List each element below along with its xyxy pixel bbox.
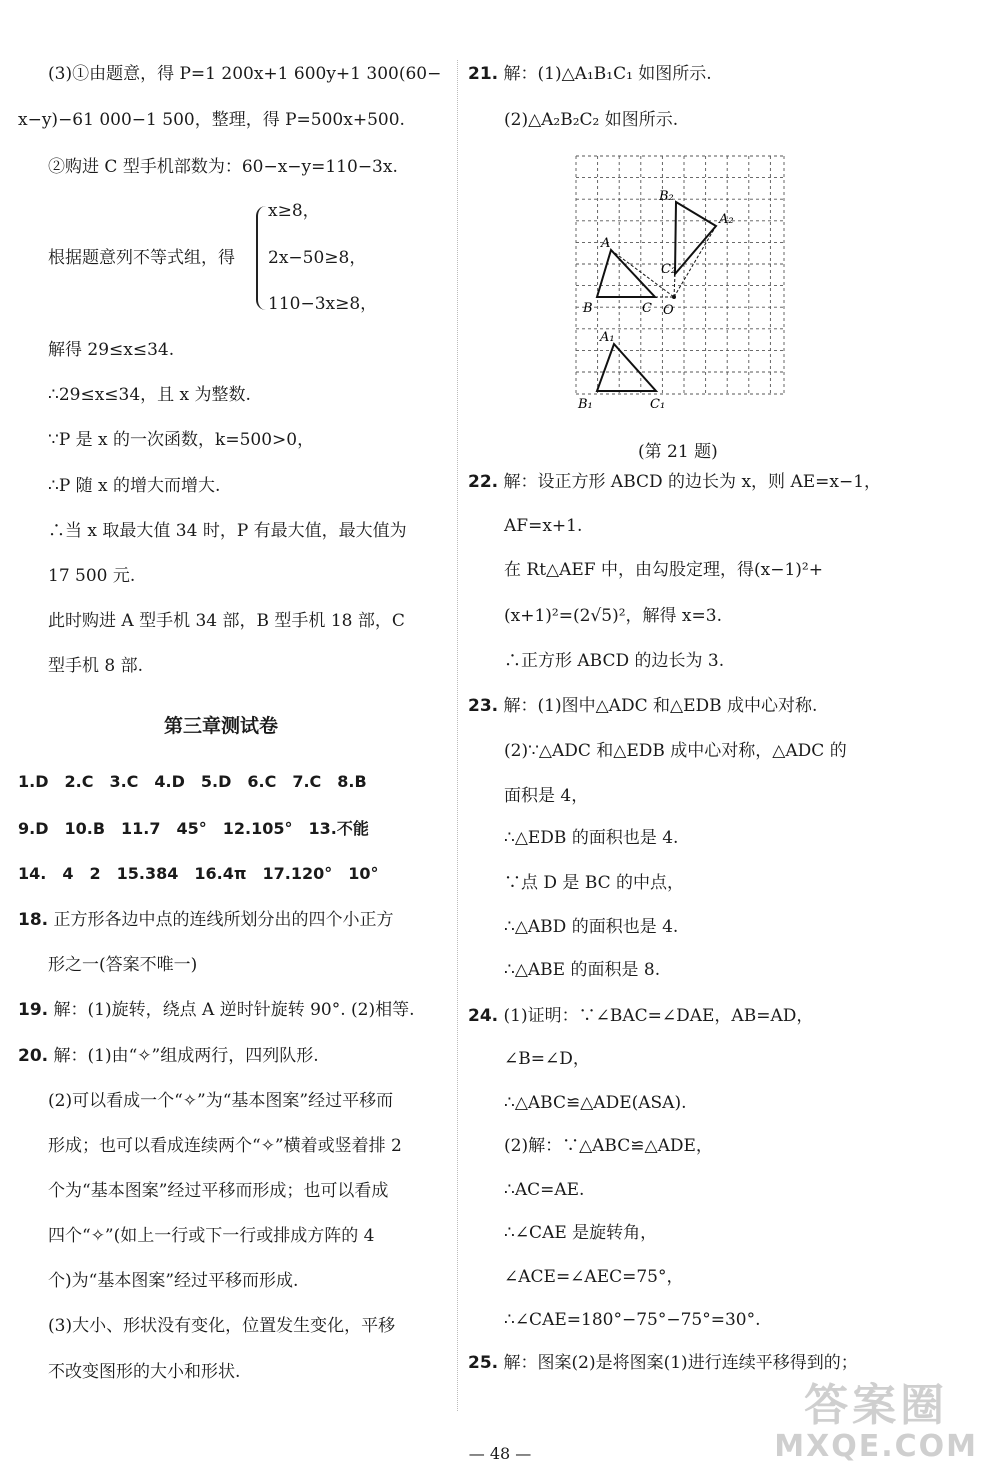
text-line: (2)解：∵△ABC≌△ADE，	[504, 1136, 713, 1156]
text-line: ∴∠CAE 是旋转角，	[504, 1223, 658, 1243]
text-line: 在 Rt△AEF 中，由勾股定理，得(x−1)²+	[504, 560, 823, 580]
triangle-a2b2c2	[675, 202, 716, 274]
text-line: 型手机 8 部.	[48, 656, 144, 676]
text-line: ∴正方形 ABCD 的边长为 3.	[504, 651, 725, 671]
label-a1: A₁	[600, 330, 615, 345]
question-number: 20.	[18, 1046, 49, 1066]
question-number: 25.	[468, 1353, 499, 1373]
text-line: ∴∠CAE=180°−75°−75°=30°.	[504, 1310, 761, 1330]
text-line: ∴△ABD 的面积也是 4.	[504, 917, 679, 937]
text-line: AF=x+1.	[504, 516, 583, 536]
text-line: ∴AC=AE.	[504, 1180, 585, 1200]
text-line: 个)为“基本图案”经过平移而形成.	[48, 1271, 299, 1291]
text-line: 正方形各边中点的连线所划分出的四个小正方	[53, 910, 394, 930]
text-line: 形成；也可以看成连续两个“✧”横着或竖着排 2	[48, 1136, 402, 1156]
text-line: ∠B=∠D，	[504, 1049, 590, 1069]
question-24	[468, 1004, 813, 1028]
text-line: ∴当 x 取最大值 34 时，P 有最大值，最大值为	[48, 521, 407, 541]
watermark-text: 答案圈	[804, 1379, 949, 1431]
text-line: ②购进 C 型手机部数为：60−x−y=110−3x.	[48, 157, 398, 177]
text-line: 个为“基本图案”经过平移而形成；也可以看成	[48, 1181, 389, 1201]
question-number: 22.	[468, 472, 499, 492]
question-25	[468, 1351, 858, 1375]
text-line: (2)△A₂B₂C₂ 如图所示.	[504, 110, 679, 130]
label-c1: C₁	[650, 397, 666, 412]
text-line: 解：(1)△A₁B₁C₁ 如图所示.	[503, 64, 712, 84]
question-18	[18, 908, 394, 932]
text-line: ∴△ABE 的面积是 8.	[504, 960, 661, 980]
text-line: ∴P 随 x 的增大而增大.	[48, 476, 221, 496]
question-number: 19.	[18, 1000, 49, 1020]
text-line: ∵P 是 x 的一次函数，k=500>0，	[48, 430, 315, 450]
text-line: 解：(1)图中△ADC 和△EDB 成中心对称.	[503, 696, 818, 716]
text-line: 解：设正方形 ABCD 的边长为 x，则 AE=x−1，	[503, 472, 882, 492]
grid-figure	[568, 146, 798, 418]
text-line: ∠ACE=∠AEC=75°，	[504, 1267, 684, 1287]
section-title: 第三章测试卷	[164, 715, 279, 737]
label-b2: B₂	[659, 189, 674, 204]
text-line: 解：(1)由“✧”组成两行，四列队形.	[53, 1046, 319, 1066]
text-line: 17 500 元.	[48, 566, 136, 586]
text-line: (1)证明：∵∠BAC=∠DAE，AB=AD，	[503, 1006, 814, 1026]
label-b: B	[583, 301, 593, 316]
answer-row: 9.D 10.B 11.7 45° 12.105° 13.不能	[18, 819, 369, 838]
page-number: — 48 —	[468, 1444, 532, 1463]
watermark-url: MXQE.COM	[774, 1429, 978, 1464]
text-line: 形之一(答案不唯一)	[48, 955, 198, 975]
text-line: 面积是 4，	[504, 786, 589, 806]
watermark-logo	[774, 1379, 978, 1464]
inequality-2: 2x−50≥8，	[268, 248, 367, 268]
label-o: O	[663, 303, 674, 318]
question-22	[468, 470, 881, 494]
text-line: x−y)−61 000−1 500，整理，得 P=500x+500.	[18, 110, 405, 130]
label-a2: A₂	[719, 212, 734, 227]
center-point-o	[672, 295, 676, 299]
label-c2: C₂	[661, 262, 677, 277]
question-21	[468, 62, 712, 86]
text-line: (2)∵△ADC 和△EDB 成中心对称，△ADC 的	[504, 741, 847, 761]
triangle-a1b1c1	[597, 344, 656, 391]
label-b1: B₁	[578, 397, 593, 412]
text-line: 四个“✧”(如上一行或下一行或排成方阵的 4	[48, 1226, 375, 1246]
question-23	[468, 694, 817, 718]
column-divider	[457, 60, 458, 1411]
inequality-label: 根据题意列不等式组，得	[48, 248, 235, 268]
text-line: (2)可以看成一个“✧”为“基本图案”经过平移而	[48, 1091, 394, 1111]
text-line: ∴29≤x≤34，且 x 为整数.	[48, 385, 251, 405]
triangle-abc	[597, 250, 655, 297]
text-line: 不改变图形的大小和形状.	[48, 1362, 241, 1382]
question-20	[18, 1044, 319, 1068]
text-line: (3)大小、形状没有变化，位置发生变化，平移	[48, 1316, 396, 1336]
inequality-1: x≥8，	[268, 201, 320, 221]
text-line: 此时购进 A 型手机 34 部，B 型手机 18 部，C	[48, 611, 405, 631]
text-line: 解得 29≤x≤34.	[48, 340, 175, 360]
text-line: (x+1)²=(2√5)²，解得 x=3.	[504, 606, 722, 626]
question-number: 24.	[468, 1006, 499, 1026]
grid-lines	[576, 156, 784, 394]
question-number: 21.	[468, 64, 499, 84]
question-number: 18.	[18, 910, 49, 930]
question-19	[18, 998, 415, 1022]
answer-row: 1.D 2.C 3.C 4.D 5.D 6.C 7.C 8.B	[18, 772, 367, 791]
text-line: (3)①由题意，得 P=1 200x+1 600y+1 300(60−	[48, 64, 442, 84]
question-number: 23.	[468, 696, 499, 716]
answer-row: 14. 4 2 15.384 16.4π 17.120° 10°	[18, 864, 379, 883]
text-line: ∴△ABC≌△ADE(ASA).	[504, 1093, 687, 1113]
inequality-3: 110−3x≥8，	[268, 294, 378, 314]
text-line: 解：(1)旋转，绕点 A 逆时针旋转 90°. (2)相等.	[53, 1000, 415, 1020]
label-c: C	[642, 301, 652, 316]
figure-caption: (第 21 题)	[638, 442, 718, 462]
text-line: ∴△EDB 的面积也是 4.	[504, 828, 679, 848]
text-line: ∵点 D 是 BC 的中点，	[504, 873, 685, 893]
label-a: A	[601, 236, 611, 251]
text-line: 解：图案(2)是将图案(1)进行连续平移得到的；	[503, 1353, 858, 1373]
